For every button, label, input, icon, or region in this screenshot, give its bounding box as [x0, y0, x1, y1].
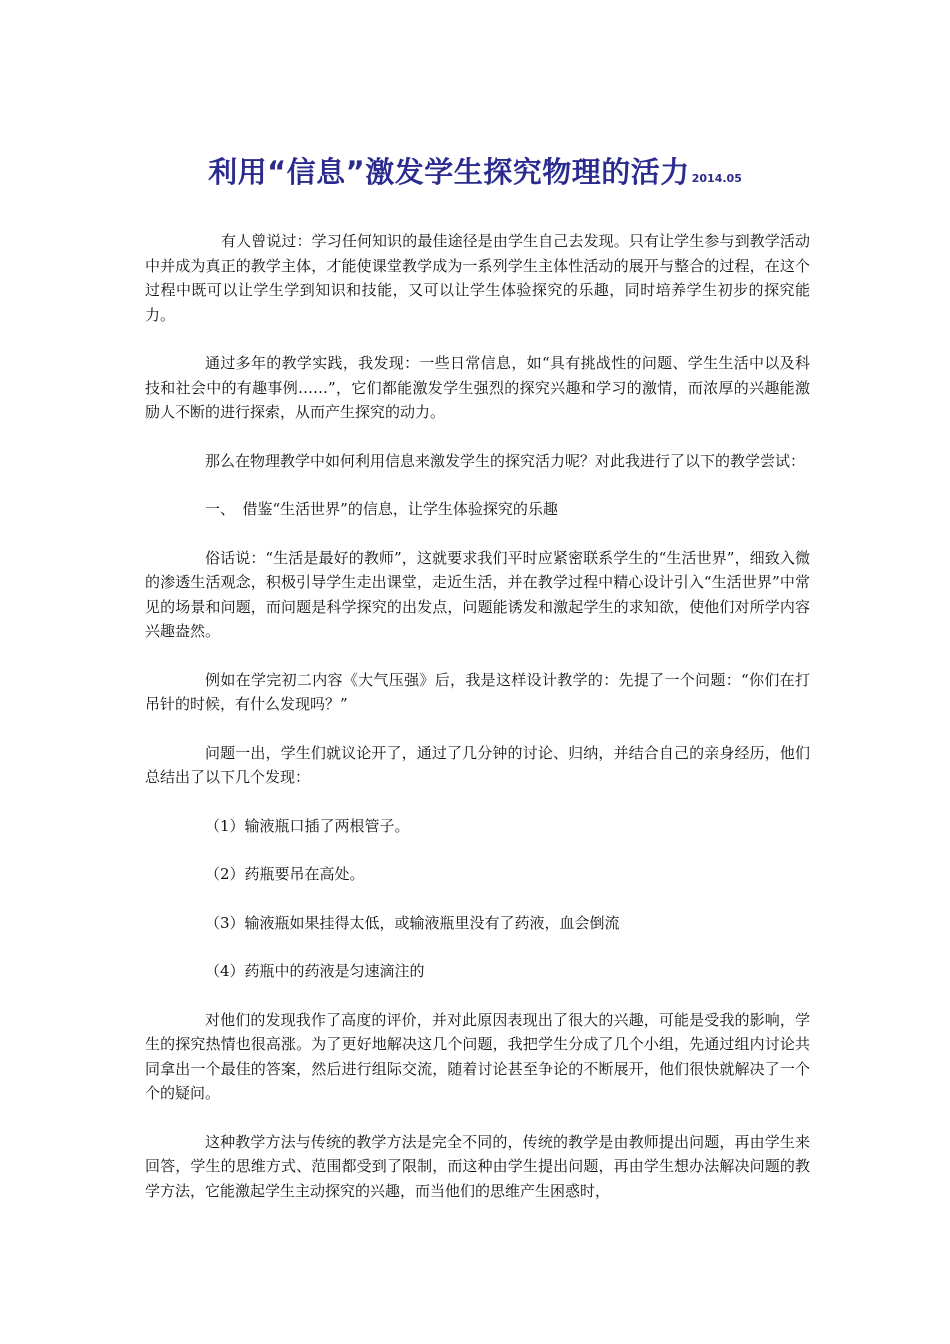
paragraph-intro: 有人曾说过：学习任何知识的最佳途径是由学生自己去发现。只有让学生参与到教学活动中并成为真正的教学主体，才能使课堂教学成为一系列学生主体性活动的展开与整合的过程，在这个过程中既可以让学生学到知识和技能，又可以让学生体验探究的乐趣，同时培养学生初步的探究能力。: [145, 232, 810, 324]
document-body: [145, 229, 810, 1227]
paragraph: 通过多年的教学实践，我发现：一些日常信息，如“具有挑战性的问题、学生生活中以及科技和社会中的有趣事例……”，它们都能激发学生强烈的探究兴趣和学习的激情，而浓厚的兴趣能激励人不断的进行探索，从而产生探究的动力。: [145, 354, 810, 421]
paragraph: 那么在物理教学中如何利用信息来激发学生的探究活力呢？对此我进行了以下的教学尝试：: [205, 451, 806, 470]
list-item: （1）输液瓶口插了两根管子。: [205, 816, 410, 835]
section-heading: 一、 借鉴“生活世界”的信息，让学生体验探究的乐趣: [205, 500, 558, 518]
paragraph: 俗话说：“生活是最好的教师”，这就要求我们平时应紧密联系学生的“生活世界”，细致入微的渗透生活观念，积极引导学生走出课堂，走近生活，并在教学过程中精心设计引入“生活世界”中常见的场景和问题，而问题是科学探究的出发点，问题能诱发和激起学生的求知欲，使他们对所学内容兴趣盎然。: [145, 548, 810, 640]
document-title: 利用“信息”激发学生探究物理的活力: [208, 155, 690, 189]
list-item: （2）药瓶要吊在高处。: [205, 865, 365, 883]
list-item: （4）药瓶中的药液是匀速滴注的: [205, 962, 425, 980]
paragraph: 例如在学完初二内容《大气压强》后，我是这样设计教学的：先提了一个问题：“你们在打吊针的时候，有什么发现吗？”: [145, 670, 810, 713]
paragraph: 问题一出，学生们就议论开了，通过了几分钟的讨论、归纳，并结合自己的亲身经历，他们总结出了以下几个发现：: [145, 743, 810, 786]
list-item: （3）输液瓶如果挂得太低，或输液瓶里没有了药液，血会倒流: [205, 913, 620, 932]
paragraph: 对他们的发现我作了高度的评价，并对此原因表现出了很大的兴趣，可能是受我的影响，学生的探究热情也很高涨。为了更好地解决这几个问题，我把学生分成了几个小组，先通过组内讨论共同拿出一个最佳的答案，然后进行组际交流，随着讨论甚至争论的不断展开，他们很快就解决了一个个的疑问。: [145, 1010, 810, 1102]
title-row: [0, 150, 950, 191]
document-date: 2014.05: [691, 172, 742, 185]
paragraph: 这种教学方法与传统的教学方法是完全不同的，传统的教学是由教师提出问题，再由学生来回答，学生的思维方式、范围都受到了限制，而这种由学生提出问题，再由学生想办法解决问题的教学方法，它能激起学生主动探究的兴趣，而当他们的思维产生困惑时，: [145, 1132, 810, 1200]
